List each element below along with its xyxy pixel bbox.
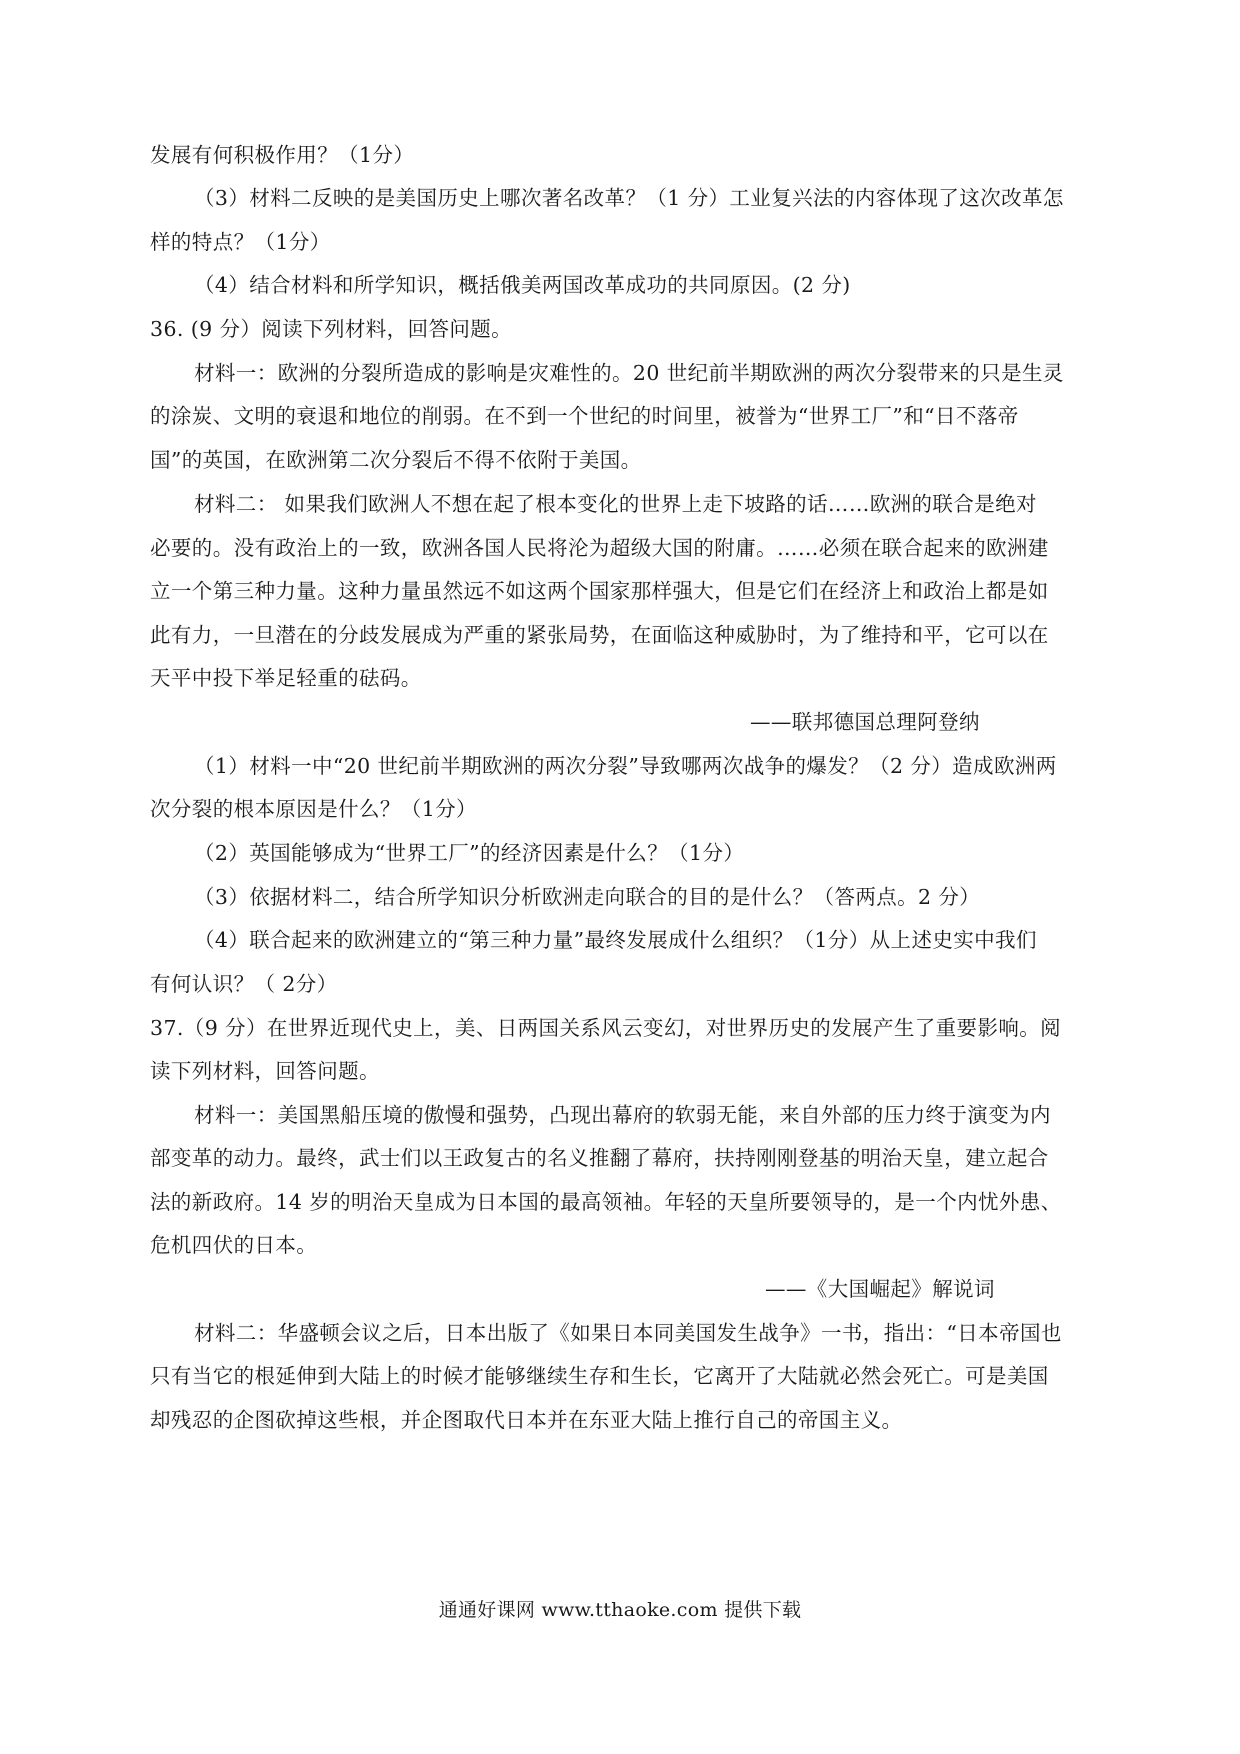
material-2-line: 材料二：华盛顿会议之后，日本出版了《如果日本同美国发生战争》一书，指出：“日本帝国也 (194, 1321, 1062, 1345)
material-1-line: 材料一：欧洲的分裂所造成的影响是灾难性的。20 世纪前半期欧洲的两次分裂带来的只是生灵 (194, 361, 1064, 385)
text-line: 必要的。没有政治上的一致，欧洲各国人民将沦为超级大国的附庸。……必须在联合起来的欧洲建 (150, 536, 1049, 560)
question-3-line: （3）材料二反映的是美国历史上哪次著名改革？（1 分）工业复兴法的内容体现了这次改革怎 (194, 186, 1064, 210)
question-4-line: （4）结合材料和所学知识，概括俄美两国改革成功的共同原因。(2 分) (194, 273, 851, 297)
text-line: 有何认识？（ 2分） (150, 972, 338, 996)
text-line: 立一个第三种力量。这种力量虽然远不如这两个国家那样强大，但是它们在经济上和政治上都是如 (150, 579, 1049, 603)
text-line: 天平中投下举足轻重的砝码。 (150, 666, 422, 690)
question-1-line: （1）材料一中“20 世纪前半期欧洲的两次分裂”导致哪两次战争的爆发？（2 分）造成欧洲两 (194, 754, 1057, 778)
material-1-line: 材料一：美国黑船压境的傲慢和强势，凸现出幕府的软弱无能，来自外部的压力终于演变为内 (194, 1103, 1051, 1127)
text-line: 只有当它的根延伸到大陆上的时候才能够继续生存和生长，它离开了大陆就必然会死亡。可是美国 (150, 1364, 1049, 1388)
text-line: 部变革的动力。最终，武士们以王政复古的名义推翻了幕府，扶持刚刚登基的明治天皇，建立起合 (150, 1146, 1049, 1170)
question-37-heading: 37.（9 分）在世界近现代史上，美、日两国关系风云变幻，对世界历史的发展产生了重要影响。阅 (150, 1016, 1062, 1040)
question-4-line: （4）联合起来的欧洲建立的“第三种力量”最终发展成什么组织？（1分）从上述史实中我们 (194, 928, 1037, 952)
text-line: 国”的英国，在欧洲第二次分裂后不得不依附于美国。 (150, 448, 642, 472)
source-attribution: ——联邦德国总理阿登纳 (750, 710, 980, 734)
text-line: 读下列材料，回答问题。 (150, 1059, 380, 1083)
text-line: 法的新政府。14 岁的明治天皇成为日本国的最高领袖。年轻的天皇所要领导的，是一个内忧外患、 (150, 1190, 1062, 1214)
page-footer: 通通好课网 www.tthaoke.com 提供下载 (438, 1599, 802, 1621)
text-line: 此有力，一旦潜在的分歧发展成为严重的紧张局势，在面临这种威胁时，为了维持和平，它可以在 (150, 623, 1049, 647)
text-line: 发展有何积极作用？（1分） (150, 143, 415, 167)
question-2-line: （2）英国能够成为“世界工厂”的经济因素是什么？（1分） (194, 841, 745, 865)
text-line: 的涂炭、文明的衰退和地位的削弱。在不到一个世纪的时间里，被誉为“世界工厂”和“日不落帝 (150, 404, 1019, 428)
material-2-line: 材料二： 如果我们欧洲人不想在起了根本变化的世界上走下坡路的话……欧洲的联合是绝对 (194, 492, 1037, 516)
source-attribution: ——《大国崛起》解说词 (765, 1277, 995, 1301)
text-line: 次分裂的根本原因是什么？（1分） (150, 797, 477, 821)
text-line: 样的特点？（1分） (150, 230, 331, 254)
text-line: 危机四伏的日本。 (150, 1233, 318, 1257)
question-3-line: （3）依据材料二，结合所学知识分析欧洲走向联合的目的是什么？（答两点。2 分） (194, 885, 981, 909)
text-line: 却残忍的企图砍掉这些根，并企图取代日本并在东亚大陆上推行自己的帝国主义。 (150, 1408, 903, 1432)
question-36-heading: 36. (9 分）阅读下列材料，回答问题。 (150, 317, 513, 341)
